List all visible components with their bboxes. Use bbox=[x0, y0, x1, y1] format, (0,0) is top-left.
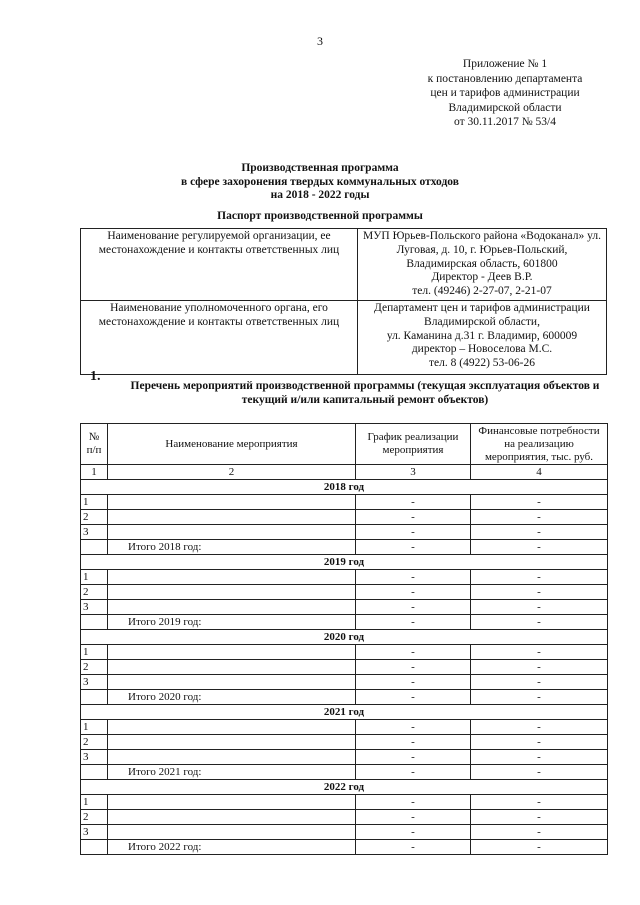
schedule: - bbox=[356, 645, 471, 660]
section-title bbox=[120, 379, 610, 407]
text-line: текущий и/или капитальный ремонт объектов) bbox=[241, 394, 489, 406]
schedule: - bbox=[356, 810, 471, 825]
schedule: - bbox=[356, 690, 471, 705]
appendix-line: Приложение № 1 bbox=[462, 58, 548, 70]
text-line: Наименование регулируемой организации, ее bbox=[107, 230, 331, 242]
schedule: - bbox=[356, 750, 471, 765]
total-label: Итого 2018 год: bbox=[108, 540, 356, 555]
year-label: 2021 год bbox=[81, 705, 608, 720]
document-title bbox=[0, 162, 640, 203]
total-label: Итого 2022 год: bbox=[108, 840, 356, 855]
financing: - bbox=[471, 720, 608, 735]
activities-table bbox=[80, 423, 608, 855]
row-number: 3 bbox=[81, 600, 108, 615]
appendix-line: к постановлению департамента bbox=[427, 72, 583, 85]
row-number: 3 bbox=[81, 675, 108, 690]
empty-cell bbox=[81, 765, 108, 780]
row-number: 2 bbox=[81, 810, 108, 825]
title-line: в сфере захоронения твердых коммунальных отходов bbox=[181, 175, 459, 188]
activity-name bbox=[108, 750, 356, 765]
financing: - bbox=[471, 585, 608, 600]
financing: - bbox=[471, 750, 608, 765]
text-line: Владимирской области, bbox=[424, 315, 540, 328]
schedule: - bbox=[356, 825, 471, 840]
financing: - bbox=[471, 690, 608, 705]
schedule: - bbox=[356, 510, 471, 525]
table-row bbox=[81, 570, 608, 585]
text-line: директор – Новоселова М.С. bbox=[411, 343, 553, 356]
appendix-line: цен и тарифов администрации bbox=[430, 87, 580, 99]
financing: - bbox=[471, 600, 608, 615]
activity-name bbox=[108, 645, 356, 660]
activity-name bbox=[108, 495, 356, 510]
title-line: Производственная программа bbox=[241, 162, 399, 174]
appendix-block bbox=[400, 57, 610, 130]
header-cell: № п/п bbox=[81, 424, 108, 465]
financing: - bbox=[471, 540, 608, 555]
text-line: Наименование уполномоченного органа, его bbox=[110, 301, 328, 314]
total-row bbox=[81, 690, 608, 705]
row-number: 1 bbox=[81, 570, 108, 585]
year-row bbox=[81, 480, 608, 495]
schedule: - bbox=[356, 525, 471, 540]
table-row bbox=[81, 510, 608, 525]
column-number: 4 bbox=[471, 465, 608, 480]
schedule: - bbox=[356, 585, 471, 600]
year-label: 2018 год bbox=[81, 480, 608, 495]
financing: - bbox=[471, 645, 608, 660]
total-row bbox=[81, 765, 608, 780]
table-row bbox=[81, 600, 608, 615]
schedule: - bbox=[356, 540, 471, 555]
row-number: 2 bbox=[81, 735, 108, 750]
year-label: 2020 год bbox=[81, 630, 608, 645]
financing: - bbox=[471, 840, 608, 855]
appendix-line: от 30.11.2017 № 53/4 bbox=[454, 116, 556, 128]
activity-name bbox=[108, 810, 356, 825]
activity-name bbox=[108, 735, 356, 750]
schedule: - bbox=[356, 720, 471, 735]
year-row bbox=[81, 555, 608, 570]
year-label: 2022 год bbox=[81, 780, 608, 795]
financing: - bbox=[471, 675, 608, 690]
text-line: Луговая, д. 10, г. Юрьев-Польский, bbox=[396, 243, 568, 256]
schedule: - bbox=[356, 495, 471, 510]
year-row bbox=[81, 630, 608, 645]
financing: - bbox=[471, 615, 608, 630]
empty-cell bbox=[81, 690, 108, 705]
text-line: Перечень мероприятий производственной программы (текущая эксплуатация объектов и bbox=[130, 380, 600, 392]
total-row bbox=[81, 615, 608, 630]
total-label: Итого 2021 год: bbox=[108, 765, 356, 780]
total-row bbox=[81, 540, 608, 555]
text-line: местонахождение и контакты ответственных лиц bbox=[98, 243, 340, 256]
empty-cell bbox=[81, 840, 108, 855]
empty-cell bbox=[81, 540, 108, 555]
row-number: 2 bbox=[81, 510, 108, 525]
schedule: - bbox=[356, 765, 471, 780]
row-number: 2 bbox=[81, 585, 108, 600]
schedule: - bbox=[356, 675, 471, 690]
table-row bbox=[81, 825, 608, 840]
row-number: 1 bbox=[81, 795, 108, 810]
column-number-row bbox=[81, 465, 608, 480]
header-cell: Наименование мероприятия bbox=[108, 424, 356, 465]
financing: - bbox=[471, 495, 608, 510]
passport-label bbox=[81, 229, 358, 301]
activity-name bbox=[108, 570, 356, 585]
financing: - bbox=[471, 735, 608, 750]
activity-name bbox=[108, 660, 356, 675]
schedule: - bbox=[356, 735, 471, 750]
activity-name bbox=[108, 510, 356, 525]
activity-name bbox=[108, 585, 356, 600]
financing: - bbox=[471, 510, 608, 525]
text-line: Департамент цен и тарифов администрации bbox=[374, 301, 590, 314]
column-number: 3 bbox=[356, 465, 471, 480]
table-row bbox=[81, 660, 608, 675]
table-row bbox=[81, 720, 608, 735]
row-number: 2 bbox=[81, 660, 108, 675]
text-line: МУП Юрьев-Польского района «Водоканал» ул. bbox=[363, 230, 601, 242]
schedule: - bbox=[356, 840, 471, 855]
table-row bbox=[81, 810, 608, 825]
table-row bbox=[81, 495, 608, 510]
row-number: 1 bbox=[81, 645, 108, 660]
total-label: Итого 2020 год: bbox=[108, 690, 356, 705]
schedule: - bbox=[356, 660, 471, 675]
header-cell: Финансовые потребности на реализацию мероприятия, тыс. руб. bbox=[471, 424, 608, 465]
text-line: тел. (49246) 2-27-07, 2-21-07 bbox=[412, 285, 552, 298]
year-row bbox=[81, 705, 608, 720]
passport-row bbox=[81, 300, 607, 374]
activity-name bbox=[108, 825, 356, 840]
text-line: Директор - Деев В.Р. bbox=[431, 271, 533, 284]
row-number: 3 bbox=[81, 825, 108, 840]
header-cell: График реализации мероприятия bbox=[356, 424, 471, 465]
passport-row bbox=[81, 229, 607, 301]
title-line: на 2018 - 2022 годы bbox=[270, 189, 370, 201]
financing: - bbox=[471, 810, 608, 825]
text-line: тел. 8 (4922) 53-06-26 bbox=[429, 357, 535, 370]
schedule: - bbox=[356, 600, 471, 615]
financing: - bbox=[471, 660, 608, 675]
total-row bbox=[81, 840, 608, 855]
activity-name bbox=[108, 795, 356, 810]
activity-name bbox=[108, 600, 356, 615]
passport-value bbox=[358, 229, 607, 301]
total-label: Итого 2019 год: bbox=[108, 615, 356, 630]
column-number: 2 bbox=[108, 465, 356, 480]
table-row bbox=[81, 750, 608, 765]
header-row bbox=[81, 424, 608, 465]
table-row bbox=[81, 525, 608, 540]
row-number: 1 bbox=[81, 720, 108, 735]
schedule: - bbox=[356, 795, 471, 810]
row-number: 1 bbox=[81, 495, 108, 510]
activity-name bbox=[108, 675, 356, 690]
table-row bbox=[81, 675, 608, 690]
text-line: местонахождение и контакты ответственных лиц bbox=[98, 315, 340, 328]
table-row bbox=[81, 645, 608, 660]
table-row bbox=[81, 795, 608, 810]
passport-table bbox=[80, 228, 607, 375]
year-row bbox=[81, 780, 608, 795]
financing: - bbox=[471, 765, 608, 780]
schedule: - bbox=[356, 615, 471, 630]
year-label: 2019 год bbox=[81, 555, 608, 570]
table-row bbox=[81, 735, 608, 750]
table-row bbox=[81, 585, 608, 600]
passport-label bbox=[81, 300, 358, 374]
page-number: 3 bbox=[317, 34, 323, 48]
passport-value bbox=[358, 300, 607, 374]
text-line: Владимирская область, 601800 bbox=[406, 257, 558, 270]
financing: - bbox=[471, 525, 608, 540]
financing: - bbox=[471, 795, 608, 810]
row-number: 3 bbox=[81, 525, 108, 540]
schedule: - bbox=[356, 570, 471, 585]
financing: - bbox=[471, 570, 608, 585]
activity-name bbox=[108, 720, 356, 735]
text-line: ул. Каманина д.31 г. Владимир, 600009 bbox=[386, 329, 578, 342]
financing: - bbox=[471, 825, 608, 840]
activity-name bbox=[108, 525, 356, 540]
section-number: 1. bbox=[90, 369, 101, 384]
column-number: 1 bbox=[81, 465, 108, 480]
appendix-line: Владимирской области bbox=[448, 101, 562, 114]
empty-cell bbox=[81, 615, 108, 630]
passport-title: Паспорт производственной программы bbox=[217, 210, 423, 222]
row-number: 3 bbox=[81, 750, 108, 765]
